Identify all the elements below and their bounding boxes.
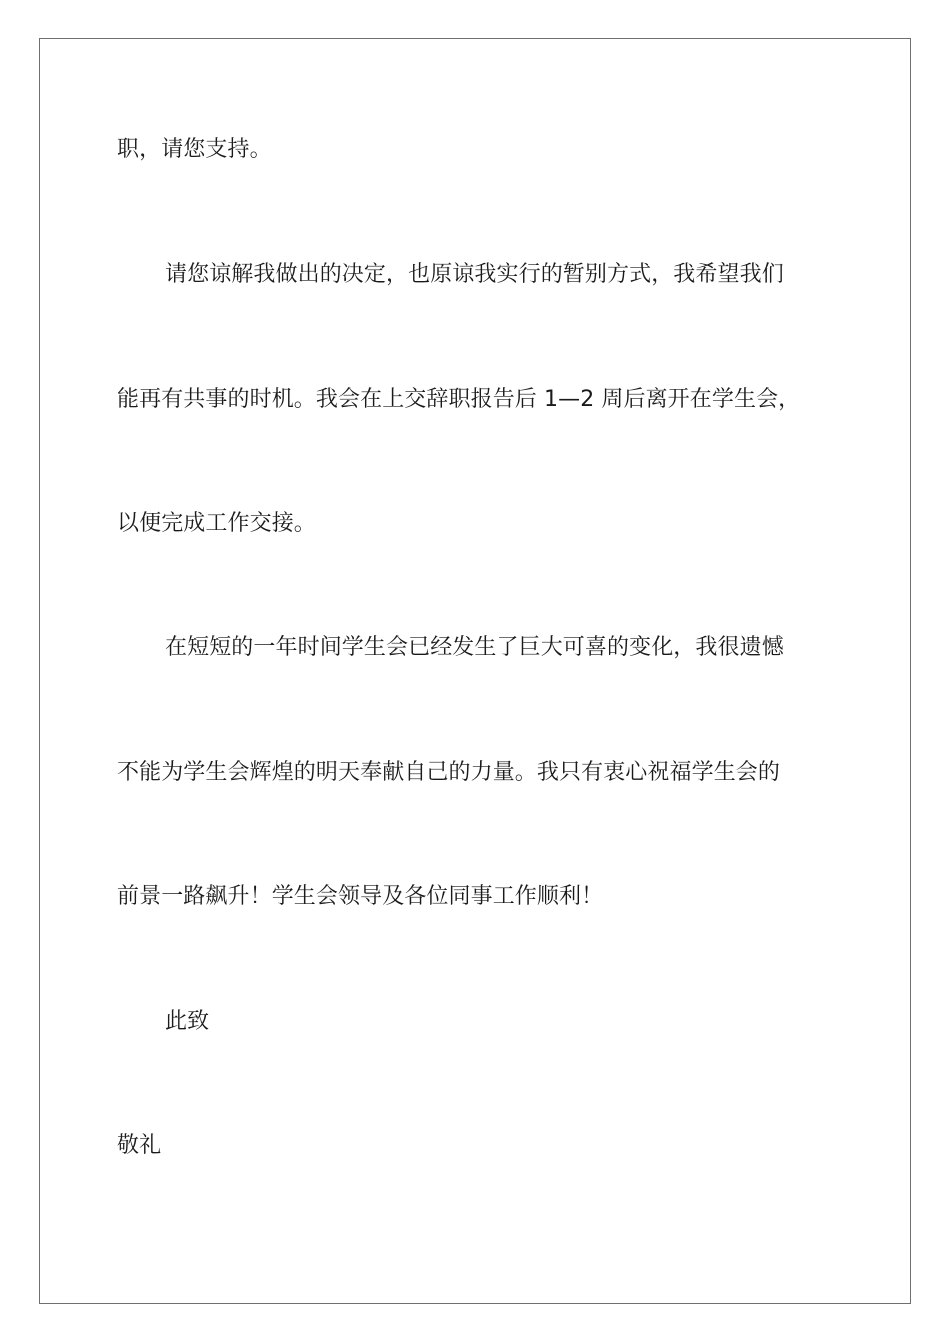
page-frame [39,38,911,1304]
closing-regards: 敬礼 [117,1133,162,1158]
text-line: 不能为学生会辉煌的明天奉献自己的力量。我只有衷心祝福学生会的 [117,760,781,785]
text-line: 在短短的一年时间学生会已经发生了巨大可喜的变化，我很遗憾 [165,635,784,660]
text-line: 请您谅解我做出的决定，也原谅我实行的暂别方式，我希望我们 [165,262,784,287]
text-line: 以便完成工作交接。 [117,511,316,536]
text-line: 职，请您支持。 [117,137,272,162]
closing-salutation: 此致 [165,1009,210,1034]
text-line: 前景一路飙升！学生会领导及各位同事工作顺利！ [117,884,604,909]
text-line: 能再有共事的时机。我会在上交辞职报告后 1—2 周后离开在学生会， [117,387,801,412]
